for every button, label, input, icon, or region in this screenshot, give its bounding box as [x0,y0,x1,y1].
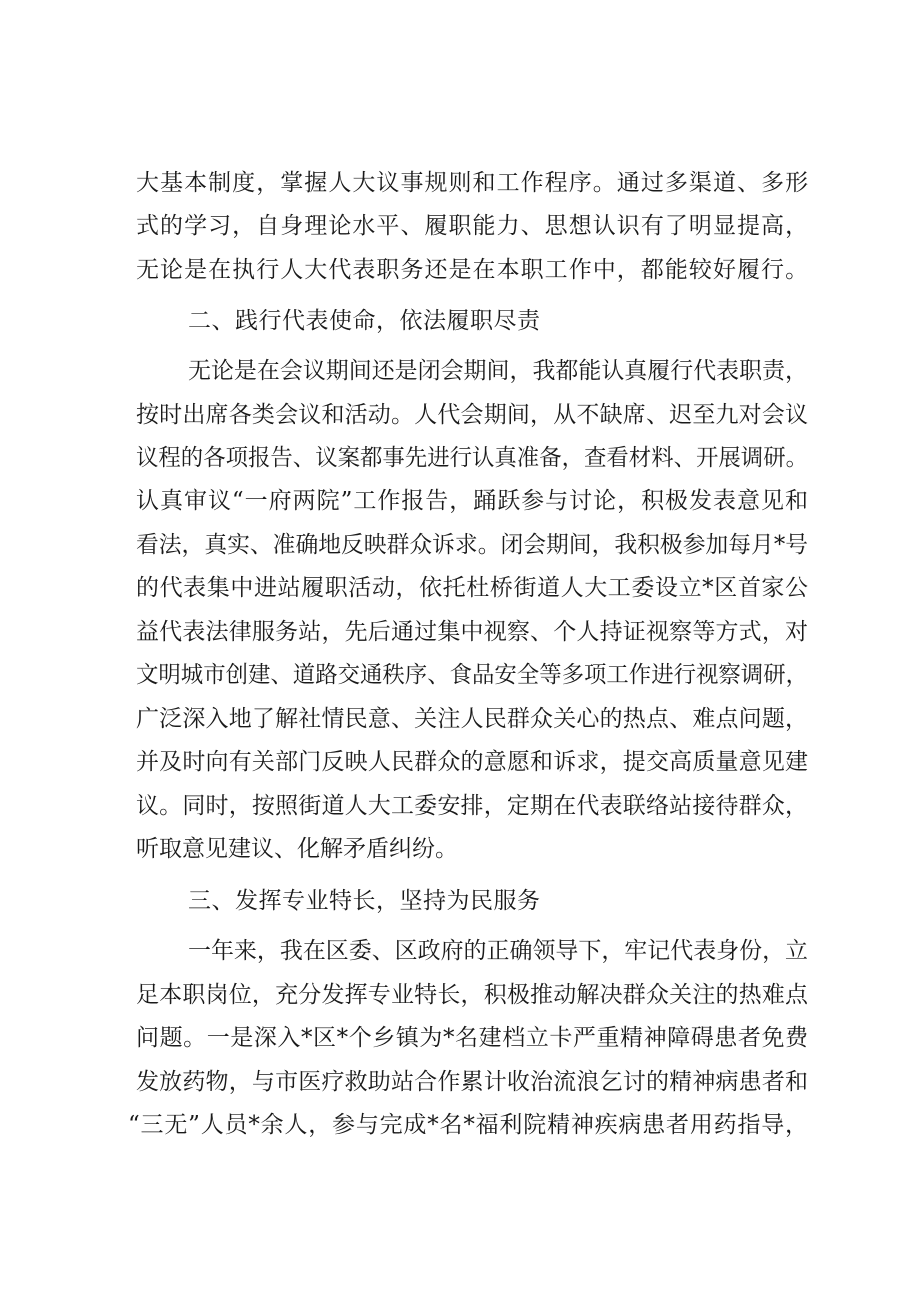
paragraph-2-line-2: 按时出席各类会议和活动。人代会期间，从不缺席、迟至九对会议 [136,402,809,428]
paragraph-2-line-12: 听取意见建议、化解矛盾纠纷。 [136,836,458,862]
section-heading-3: 三、发挥专业特长，坚持为民服务 [188,888,541,914]
paragraph-3-line-2: 足本职岗位，充分发挥专业特长，积极推动解决群众关注的热难点 [136,982,809,1008]
paragraph-1-line-1: 大基本制度，掌握人大议事规则和工作程序。通过多渠道、多形 [136,170,810,196]
paragraph-2-line-10: 并及时向有关部门反映人民群众的意愿和诉求，提交高质量意见建 [136,749,809,775]
paragraph-2-line-5: 看法，真实、准确地反映群众诉求。闭会期间，我积极参加每月*号 [136,532,808,558]
paragraph-3-line-4: 发放药物，与市医疗救助站合作累计收治流浪乞讨的精神病患者和 [136,1069,809,1095]
paragraph-2-line-4: 认真审议“一府两院”工作报告，踊跃参与讨论，积极发表意见和 [136,488,809,514]
paragraph-1-line-3: 无论是在执行人大代表职务还是在本职工作中，都能较好履行。 [136,257,810,283]
paragraph-2-line-7: 益代表法律服务站，先后通过集中视察、个人持证视察等方式，对 [136,619,809,645]
paragraph-2-line-8: 文明城市创建、道路交通秩序、食品安全等多项工作进行视察调研， [136,662,808,688]
paragraph-2-line-1: 无论是在会议期间还是闭会期间，我都能认真履行代表职责， [188,358,809,384]
paragraph-2-line-11: 议。同时，按照街道人大工委安排，定期在代表联络站接待群众， [136,793,809,819]
paragraph-1-line-2: 式的学习，自身理论水平、履职能力、思想认识有了明显提高， [136,213,810,239]
paragraph-2-line-3: 议程的各项报告、议案都事先进行认真准备，查看材料、开展调研。 [136,445,808,471]
paragraph-3-line-1: 一年来，我在区委、区政府的正确领导下，牢记代表身份，立 [188,938,809,964]
section-heading-2: 二、践行代表使命，依法履职尽责 [188,308,541,334]
paragraph-3-line-3: 问题。一是深入*区*个乡镇为*名建档立卡严重精神障碍患者免费 [136,1025,809,1051]
paragraph-3-line-5: “三无”人员*余人，参与完成*名*福利院精神疾病患者用药指导， [128,1112,809,1138]
paragraph-2-line-6: 的代表集中进站履职活动，依托杜桥街道人大工委设立*区首家公 [136,575,809,601]
paragraph-2-line-9: 广泛深入地了解社情民意、关注人民群众关心的热点、难点问题， [136,706,809,732]
